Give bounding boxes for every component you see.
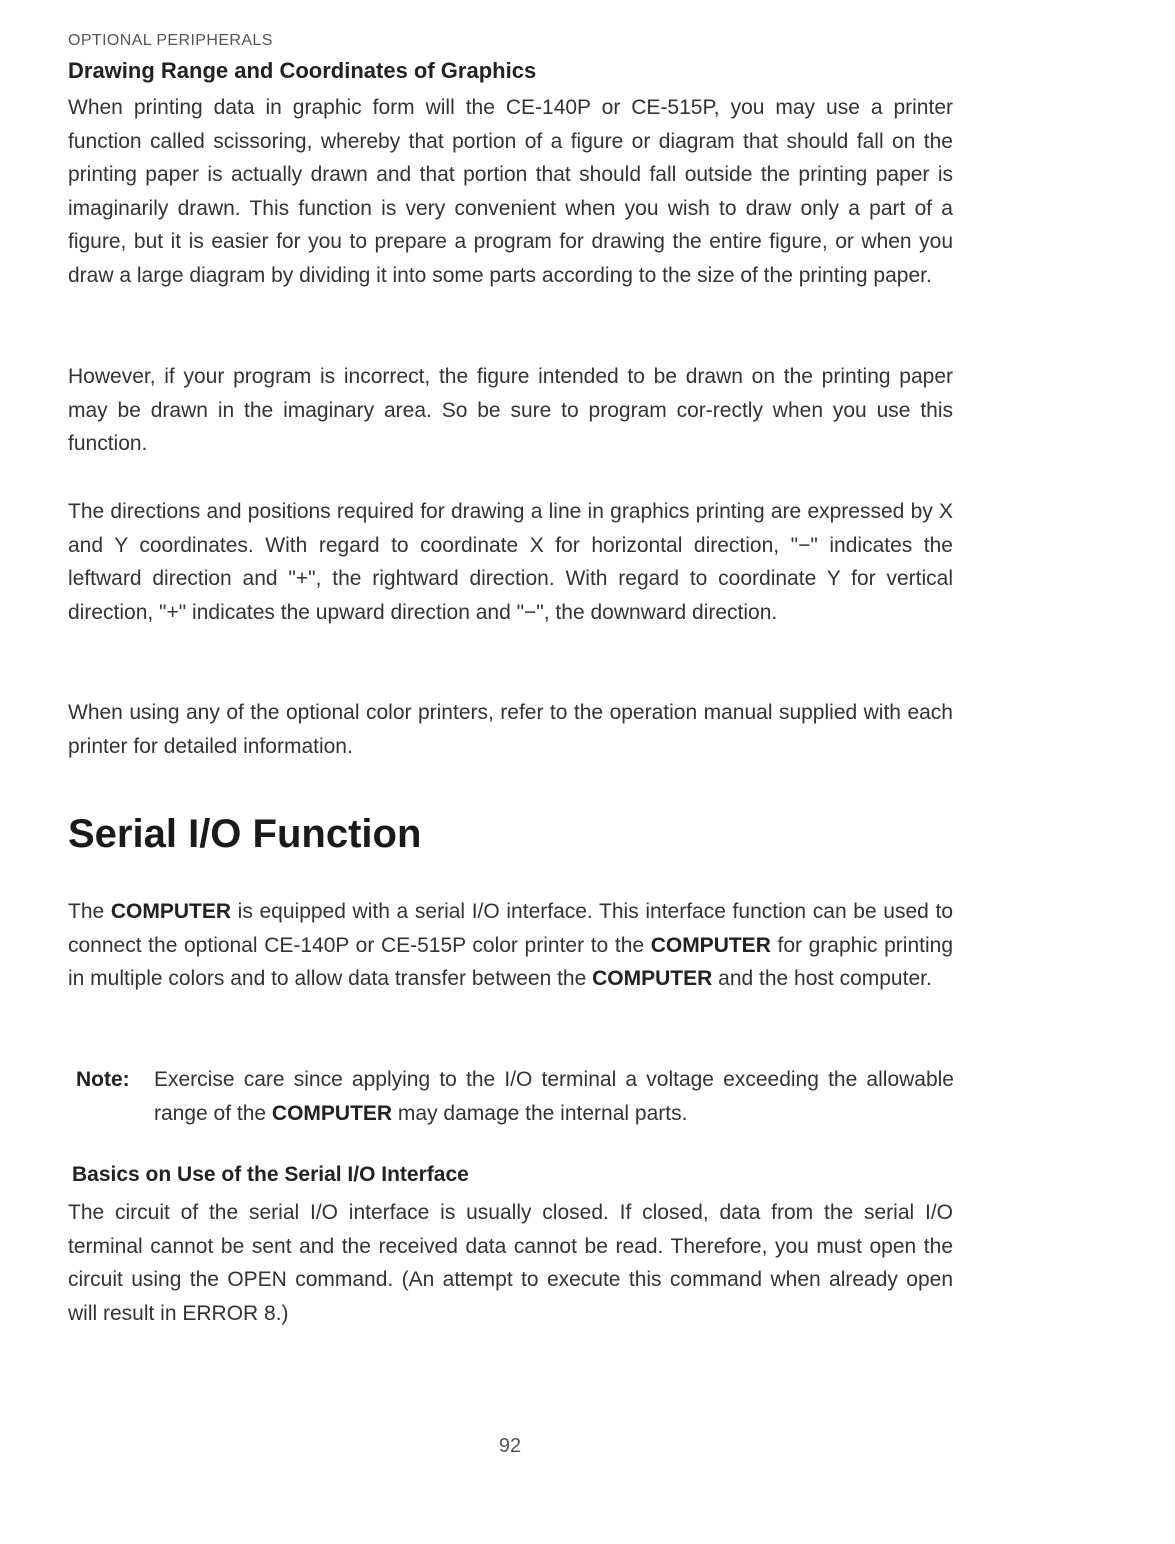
basics-heading: Basics on Use of the Serial I/O Interface (72, 1163, 469, 1186)
note-label: Note: (76, 1068, 130, 1091)
scissoring-paragraph: When printing data in graphic form will the CE-140P or CE-515P, you may use a printer function called scissoring, whereby that portion of a figure or diagram that should fall on the printing paper is actually drawn and that portion that should fall outside the printing paper is imaginarily drawn. This function is very convenient when you wish to draw only a part of a figure, but it is easier for you to prepare a program for drawing the entire figure, or when you draw a large diagram by dividing it into some parts according to the size of the printing paper. (68, 96, 953, 287)
color-printers-paragraph: When using any of the optional color printers, refer to the operation manual supplied with each printer for detailed information. (68, 701, 953, 758)
computer-keyword: COMPUTER (271, 1101, 393, 1125)
note-text (154, 1063, 954, 1130)
serial-io-heading: Serial I/O Function (68, 812, 422, 856)
text-run: may damage the internal parts. (392, 1101, 688, 1125)
drawing-range-heading: Drawing Range and Coordinates of Graphics (68, 58, 537, 83)
computer-keyword: COMPUTER (650, 933, 771, 957)
text-run: The (68, 900, 111, 923)
computer-keyword: COMPUTER (110, 900, 232, 923)
basics-paragraph: The circuit of the serial I/O interface is usually closed. If closed, data from the serial I/O terminal cannot be sent and the received data cannot be read. Therefore, you must open the circuit using the OPEN command. (An attempt to execute this command when already open will result in ERROR 8.) (68, 1201, 953, 1325)
page-number: 92 (498, 1435, 522, 1457)
text-run: for graphic printing in multiple colors and to allow data transfer between the (68, 933, 954, 990)
coordinates-paragraph: The directions and positions required for drawing a line in graphics printing are expressed by X and Y coordinates. With regard to coordinate X for horizontal direction, "−" indicates the leftward direction and "+", the rightward direction. With regard to coordinate Y for vertical direction, "+" indicates the upward direction and "−", the downward direction. (68, 500, 953, 624)
text-run: is equipped with a serial I/O interface. This interface function can be used to connect the optional CE-140P or CE-515P color printer to the (68, 900, 953, 957)
computer-keyword: COMPUTER (592, 967, 713, 990)
text-run: Exercise care since applying to the I/O terminal a voltage exceeding the allowable range of the (154, 1068, 954, 1125)
incorrect-program-paragraph: However, if your program is incorrect, the figure intended to be drawn on the printing paper may be drawn in the imaginary area. So be sure to program cor-rectly when you use this function. (68, 365, 953, 455)
serial-io-paragraph (68, 895, 953, 996)
running-header: OPTIONAL PERIPHERALS (68, 32, 273, 49)
text-run: and the host computer. (712, 967, 932, 990)
